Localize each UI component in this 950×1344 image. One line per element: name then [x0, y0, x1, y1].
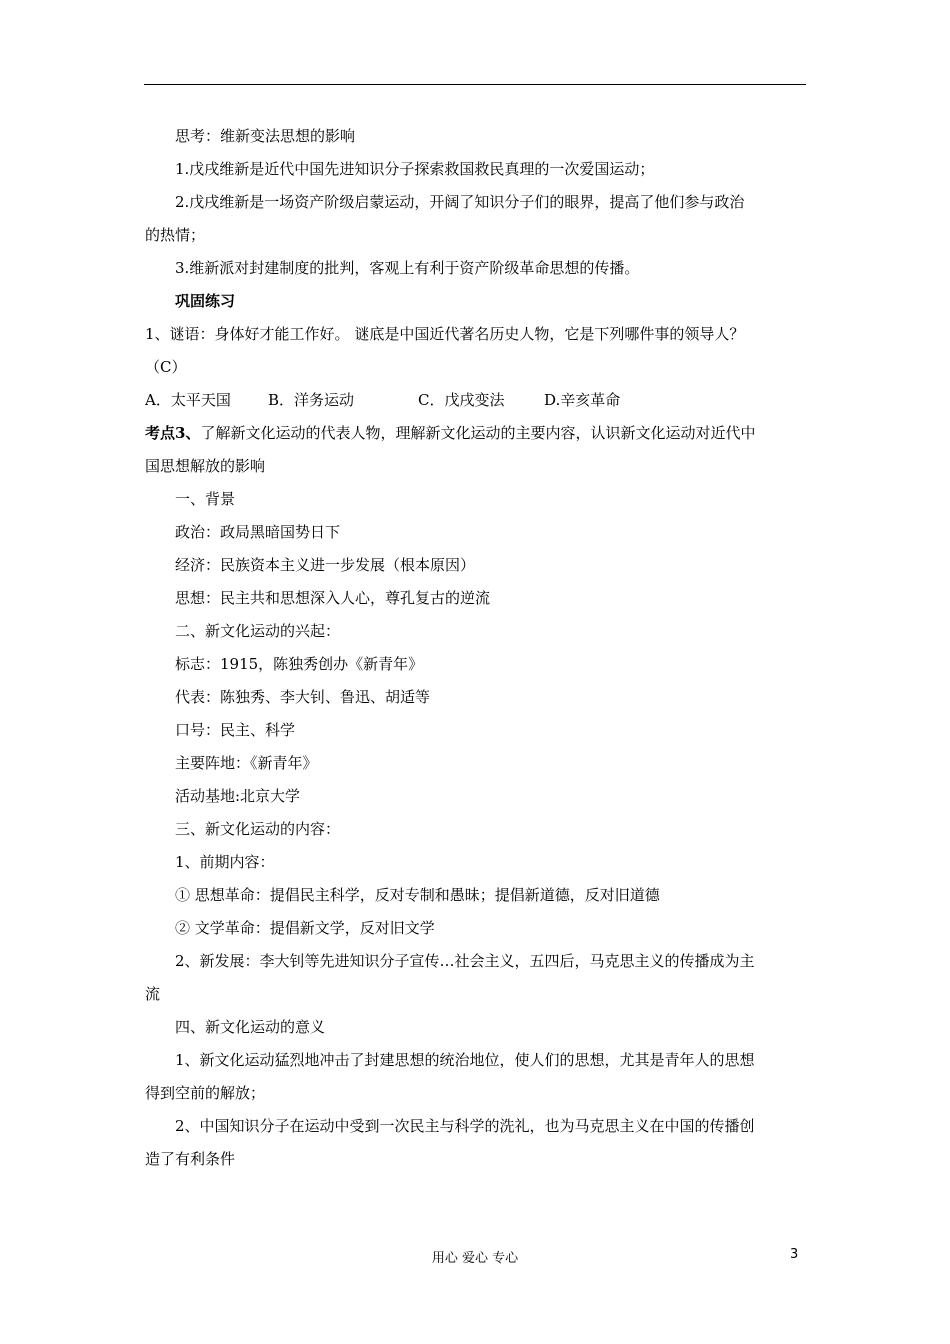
meaning-2-cont: 造了有利条件: [145, 1150, 236, 1168]
content-thought-revolution: ① 思想革命：提倡民主科学，反对专制和愚昧；提倡新道德，反对旧道德: [175, 886, 660, 904]
practice-heading: 巩固练习: [175, 292, 236, 310]
option-b: B．洋务运动: [268, 391, 355, 409]
think-point-1: 1.戊戌维新是近代中国先进知识分子探索救国救民真理的一次爱国运动；: [175, 160, 655, 178]
rise-position: 主要阵地：《新青年》: [175, 754, 318, 772]
rise-sign: 标志：1915，陈独秀创办《新青年》: [175, 655, 424, 673]
background-heading: 一、背景: [175, 490, 236, 508]
think-point-2: 2.戊戌维新是一场资产阶级启蒙运动，开阔了知识分子们的眼界，提高了他们参与政治: [175, 193, 745, 211]
meaning-1-cont: 得到空前的解放；: [145, 1084, 266, 1102]
background-economy: 经济：民族资本主义进一步发展（根本原因）: [175, 556, 476, 574]
point-3-text-cont: 国思想解放的影响: [145, 457, 266, 475]
practice-answer: （C）: [145, 358, 187, 376]
page-number: 3: [790, 1247, 799, 1262]
practice-question-1: 1、谜语：身体好才能工作好。 谜底是中国近代著名历史人物，它是下列哪件事的领导人？: [145, 325, 745, 343]
content-later: 2、新发展：李大钊等先进知识分子宣传…社会主义，五四后，马克思主义的传播成为主: [175, 952, 755, 970]
practice-options: [145, 389, 620, 411]
think-heading: 思考：维新变法思想的影响: [175, 127, 356, 145]
meaning-1: 1、新文化运动猛烈地冲击了封建思想的统治地位，使人们的思想，尤其是青年人的思想: [175, 1051, 755, 1069]
point-3-text: 了解新文化运动的代表人物，理解新文化运动的主要内容，认识新文化运动对近代中: [200, 424, 756, 442]
rise-base: 活动基地:北京大学: [175, 787, 301, 805]
content-literature-revolution: ② 文学革命：提倡新文学，反对旧文学: [175, 919, 435, 937]
rise-representatives: 代表：陈独秀、李大钊、鲁迅、胡适等: [175, 688, 431, 706]
content-heading: 三、新文化运动的内容：: [175, 820, 341, 838]
meaning-heading: 四、新文化运动的意义: [175, 1018, 326, 1036]
content-early: 1、前期内容：: [175, 853, 275, 871]
rise-slogan: 口号：民主、科学: [175, 721, 296, 739]
point-3-label: 考点3、: [145, 424, 201, 442]
background-thought: 思想：民主共和思想深入人心，尊孔复古的逆流: [175, 589, 491, 607]
option-d: D.辛亥革命: [544, 391, 621, 409]
meaning-2: 2、中国知识分子在运动中受到一次民主与科学的洗礼，也为马克思主义在中国的传播创: [175, 1117, 755, 1135]
point-3-line: [145, 422, 755, 444]
header-rule: [144, 84, 806, 85]
footer-motto: 用心 爱心 专心: [431, 1251, 519, 1266]
think-point-3: 3.维新派对封建制度的批判，客观上有利于资产阶级革命思想的传播。: [175, 259, 640, 277]
option-a: A．太平天国: [145, 391, 231, 409]
content-later-cont: 流: [145, 985, 161, 1003]
background-politics: 政治：政局黑暗国势日下: [175, 523, 341, 541]
rise-heading: 二、新文化运动的兴起：: [175, 622, 341, 640]
think-point-2-cont: 的热情；: [145, 226, 206, 244]
option-c: C．戊戌变法: [418, 391, 505, 409]
